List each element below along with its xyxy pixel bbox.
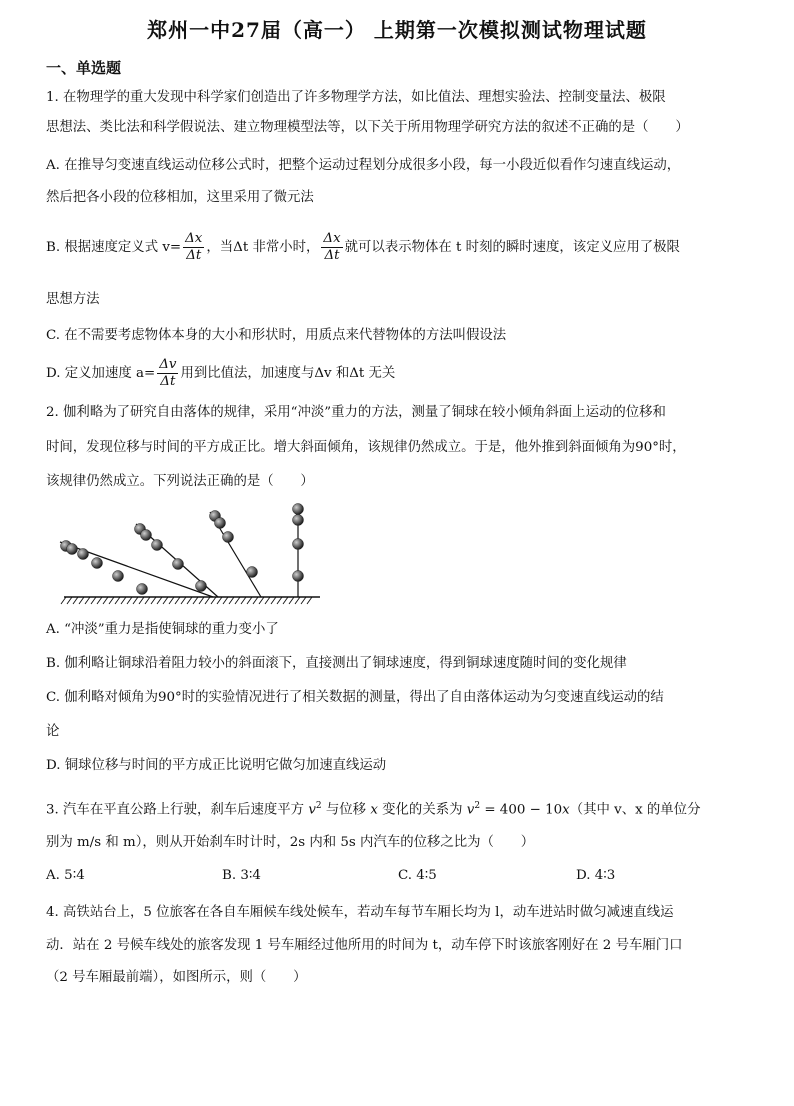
q1-option-b-text3: 就可以表示物体在 t 时刻的瞬时速度，该定义应用了极限 [344, 240, 680, 255]
incline-lines [60, 504, 298, 597]
q3-option-a: A. 5∶4 [46, 868, 85, 883]
hatch-mark [151, 597, 156, 604]
hatch-mark [265, 597, 270, 604]
hatch-mark [235, 597, 240, 604]
q2-option-d: D. 铜球位移与时间的平方成正比说明它做匀加速直线运动 [46, 758, 387, 773]
q1-option-c: C. 在不需要考虑物体本身的大小和形状时，用质点来代替物体的方法叫假设法 [46, 328, 507, 343]
hatch-mark [223, 597, 228, 604]
hatch-mark [73, 597, 78, 604]
hatch-mark [163, 597, 168, 604]
hatch-mark [241, 597, 246, 604]
hatch-mark [169, 597, 174, 604]
hatch-mark [139, 597, 144, 604]
q4-stem-line3: （2 号车厢最前端），如图所示，则（ ） [46, 970, 307, 985]
fraction-dx-dt-2 [321, 231, 342, 264]
q1-option-b-line2: 思想方法 [46, 292, 100, 307]
fraction-denominator: Δt [324, 248, 340, 263]
hatch-mark [85, 597, 90, 604]
hatch-mark [61, 597, 66, 604]
hatch-mark [157, 597, 162, 604]
q4-stem-line1: 4. 高铁站台上，5 位旅客在各自车厢候车线处候车，若动车每节车厢长均为 l，动车进站时做匀减速直线运 [46, 905, 674, 920]
fraction-denominator: Δt [186, 248, 202, 263]
q1-option-a-line2: 然后把各小段的位移相加，这里采用了微元法 [46, 190, 314, 205]
page-title: 郑州一中27届（高一） 上期第一次模拟测试物理试题 [147, 18, 647, 42]
q2-stem-line3: 该规律仍然成立。下列说法正确的是（ ） [46, 474, 314, 489]
hatch-mark [247, 597, 252, 604]
q2-stem-line2: 时间，发现位移与时间的平方成正比。增大斜面倾角，该规律仍然成立。于是，他外推到斜面倾角为90°时， [46, 440, 686, 455]
hatch-mark [115, 597, 120, 604]
q1-stem-line2: 思想法、类比法和科学假说法、建立物理模型法等，以下关于所用物理学研究方法的叙述不正确的是（ ） [46, 120, 689, 135]
hatch-mark [91, 597, 96, 604]
q3-text1: 3. 汽车在平直公路上行驶，刹车后速度平方 [46, 802, 309, 818]
q3-option-b: B. 3∶4 [222, 868, 261, 883]
hatch-mark [211, 597, 216, 604]
q3-text5: （其中 v、x 的单位分 [569, 802, 701, 818]
hatch-mark [307, 597, 312, 604]
q3-option-d: D. 4∶3 [576, 868, 616, 883]
hatch-mark [217, 597, 222, 604]
hatch-mark [205, 597, 210, 604]
q1-option-d [46, 356, 395, 392]
q3-var-v2: v [466, 802, 475, 818]
hatch-mark [175, 597, 180, 604]
q1-option-d-text2: 用到比值法，加速度与Δv 和Δt 无关 [180, 366, 396, 381]
fraction-numerator: Δv [159, 357, 177, 372]
q3-var-x: x [370, 802, 378, 818]
q1-option-b [46, 230, 680, 266]
hatch-mark [277, 597, 282, 604]
hatch-mark [295, 597, 300, 604]
copper-balls [61, 504, 304, 595]
hatch-mark [229, 597, 234, 604]
q2-option-b: B. 伽利略让铜球沿着阻力较小的斜面滚下，直接测出了铜球速度，得到铜球速度随时间的变化规律 [46, 656, 627, 671]
q1-option-b-text2: ，当Δt 非常小时， [206, 240, 320, 255]
hatch-mark [109, 597, 114, 604]
hatch-mark [253, 597, 258, 604]
hatch-mark [301, 597, 306, 604]
hatch-mark [67, 597, 72, 604]
hatch-mark [271, 597, 276, 604]
galileo-incline-figure [58, 500, 328, 606]
ground-hatch [61, 597, 312, 604]
hatch-mark [259, 597, 264, 604]
q3-stem-line1: 3. 汽车在平直公路上行驶，刹车后速度平方 $v^2$ 与位移 x 变化的关系为 $v^2 = 400 - 10x$（其中 v、x 的单位分 [46, 801, 701, 818]
q3-var-x2: x [562, 802, 570, 818]
hatch-mark [121, 597, 126, 604]
hatch-mark [127, 597, 132, 604]
q3-text2: 与位移 [321, 802, 371, 818]
hatch-mark [193, 597, 198, 604]
q2-option-a: A. “冲淡”重力是指使铜球的重力变小了 [46, 622, 279, 637]
q2-option-c-line2: 论 [46, 724, 60, 739]
hatch-mark [181, 597, 186, 604]
hatch-mark [79, 597, 84, 604]
q1-option-d-text1: D. 定义加速度 a= [46, 366, 156, 381]
q2-stem-line1: 2. 伽利略为了研究自由落体的规律，采用“冲淡”重力的方法，测量了铜球在较小倾角斜面上运动的位移和 [46, 405, 666, 420]
fraction-dv-dt [157, 357, 178, 390]
q2-option-c-line1: C. 伽利略对倾角为90°时的实验情况进行了相关数据的测量，得出了自由落体运动为匀变速直线运动的结 [46, 690, 664, 705]
hatch-mark [199, 597, 204, 604]
q1-stem-line1: 1. 在物理学的重大发现中科学家们创造出了许多物理学方法，如比值法、理想实验法、控制变量法、极限 [46, 90, 666, 105]
q1-option-a-line1: A. 在推导匀变速直线运动位移公式时，把整个运动过程划分成很多小段，每一小段近似看作匀速直线运动， [46, 158, 681, 173]
hatch-mark [97, 597, 102, 604]
q3-option-c: C. 4∶5 [398, 868, 437, 883]
q3-var-v: v [308, 802, 316, 818]
q3-text3: 变化的关系为 [377, 802, 467, 818]
q3-stem-line2: 别为 m/s 和 m），则从开始刹车时计时，2s 内和 5s 内汽车的位移之比为（ ） [46, 835, 535, 850]
hatch-mark [103, 597, 108, 604]
fraction-numerator: Δx [185, 231, 203, 246]
hatch-mark [145, 597, 150, 604]
hatch-mark [289, 597, 294, 604]
hatch-mark [187, 597, 192, 604]
fraction-denominator: Δt [160, 374, 176, 389]
q3-text4: = 400 − 10 [480, 802, 563, 818]
q1-option-b-text1: B. 根据速度定义式 v= [46, 240, 182, 255]
fraction-numerator: Δx [323, 231, 341, 246]
q4-stem-line2: 动．站在 2 号候车线处的旅客发现 1 号车厢经过他所用的时间为 t，动车停下时该旅客刚好在 2 号车厢门口 [46, 938, 683, 953]
section-heading: 一、单选题 [46, 59, 122, 77]
hatch-mark [283, 597, 288, 604]
hatch-mark [133, 597, 138, 604]
fraction-dx-dt [183, 231, 204, 264]
